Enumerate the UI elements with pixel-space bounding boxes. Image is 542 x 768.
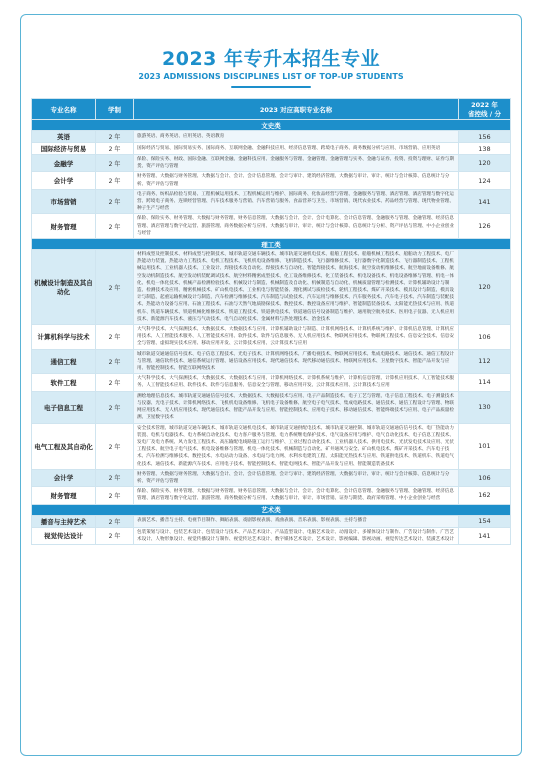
major-name-cell: 金融学: [32, 155, 96, 172]
header-score-line2: 省控线 / 分: [468, 110, 501, 118]
table-row: [32, 374, 511, 391]
score-cell: 138: [459, 143, 511, 155]
source-majors-cell: 表演艺术、播音与主持、电视节目制作、舞蹈表演、戏剧影视表演、戏曲表演、音乐表演、影视表演、主持与播音: [134, 515, 459, 527]
score-cell: 120: [459, 250, 511, 325]
duration-cell: 2 年: [96, 374, 134, 391]
duration-cell: 2 年: [96, 143, 134, 155]
score-cell: 154: [459, 515, 511, 527]
source-majors-cell: 电子商务、纺织品检验与贸易、工程机械运用技术、工程机械运用与维护、国际商务、化妆品经营与管理、金融服务与管理、酒店管理、酒店管理与数字化运营、跨境电子商务、连锁经营管理、汽车技术服务与营销、汽车营销与服务、食品营养与卫生、市场营销、现代农业技术、药品经营与管理、现代物业管理、种子生产与经营: [134, 189, 459, 214]
duration-cell: 2 年: [96, 515, 134, 527]
table-row: [32, 515, 511, 527]
major-name-cell: 软件工程: [32, 374, 96, 391]
table-row: [32, 131, 511, 143]
score-cell: 124: [459, 172, 511, 189]
source-majors-cell: 旅游英语、商务英语、应用英语、英语教育: [134, 131, 459, 143]
score-cell: 106: [459, 469, 511, 486]
duration-cell: 2 年: [96, 349, 134, 374]
source-majors-cell: 财务管理、大数据与财务管理、大数据与会计、会计、会计信息管理、会计与审计、建筑经济管理、大数据与审计、审计、统计与会计核算、信息统计与分析、资产评估与管理: [134, 469, 459, 486]
score-cell: 101: [459, 423, 511, 469]
source-majors-cell: 城市轨道交通通信信号技术、电子信息工程技术、光电子技术、计算机网络技术、广播电视技术、物联网应用技术、集成电路技术、通信技术、通信工程设计与管理、通信软件技术、通信系统运行管理、通信设备应用技术、现代通信技术、现代移动通信技术、物联网应用技术、卫星数字技术、智能产品开发与应用、智能控制技术、智能互联网络技术: [134, 349, 459, 374]
source-majors-cell: 测绘地理信息技术、城市轨道交通通信信号技术、大数据技术、大数据技术与应用、电子产品制造技术、电子工艺与管理、电子信息工程技术、电子测量技术与仪器、光电子技术、计算机网络技术、飞机机电设备维修、飞机电子设备维修、航空电子电气技术、集成电路技术、通信技术、通信工程设计与管理、物联网应用技术、无人机应用技术、现代通信技术、智能产品开发与应用、智能控制技术、应用电子技术、移动通信技术、智能终端技术与应用、电子产品质量检测、卫星数字技术: [134, 391, 459, 423]
table-row: [32, 172, 511, 189]
source-majors-cell: 国际经济与贸易、国际贸易实务、国际商务、互联网金融、金融科技应用、经济信息管理、跨境电子商务、商务数据分析与应用、市场营销、应用英语: [134, 143, 459, 155]
table-row: [32, 155, 511, 172]
major-name-cell: 国际经济与贸易: [32, 143, 96, 155]
source-majors-cell: 材料成型及控制技术、材料成型与控制技术、城市轨道交通车辆技术、城市轨道交通机电技术、船舶工程技术、船舶机械工程技术、船舶动力工程技术、电厂热能动力装置、热能动力工程技术、电机工程技术、飞机机电设备维修、飞机制造技术、飞行器维修技术、飞行器数字化制造技术、飞行器制造技术、工程机械运用技术、工业机器人技术、工业设计、焊接技术及自动化、焊接技术与自动化、智能焊接技术、航海技术、航空发动机维修技术、航空地面设备维修、航空发动机制造技术、航空发动机装配调试技术、航空材料精密成型技术、化工设备维修技术、化工装备技术、机电设备技术、机电设备维修与管理、机电一体化、机电一体化技术、机械产品检测检验技术、机械设计与制造、机械制造及自动化、机械制造与自动化、机械质量管理与检测技术、计算机辅助设计与制造、检测技术及应用、精密机械技术、矿山机电技术、工业机电与智能装备、理化测试与质检技术、轮机工程技术、煤矿开采技术、模具设计与制造、模具设计与制造、起重运输机械设计与制造、汽车检测与维修技术、汽车制造与试验技术、汽车运用与维修技术、汽车服务技术、汽车电子技术、汽车制造与装配技术、热能动力设备与应用、石油工程技术、石油与天然气地质勘探技术、数控技术、数控设备应用与维护、智能制造装备技术、太阳能光热技术与应用、铁道机车、铁道车辆技术、铁道机械化维修技术、铁道工程技术、铁道供电技术、铁道通信信号设备制造与维护、通用航空航务技术、医用电子仪器、无人机应用技术、新能源汽车技术、液压与气动技术、电气自动化技术、金属材料与热处理技术、冶金技术: [134, 250, 459, 325]
table-row: [32, 250, 511, 325]
duration-cell: 2 年: [96, 391, 134, 423]
score-cell: 141: [459, 189, 511, 214]
section-title: 理工类: [32, 239, 511, 250]
score-cell: 162: [459, 487, 511, 504]
duration-cell: 2 年: [96, 487, 134, 504]
score-cell: 112: [459, 349, 511, 374]
score-cell: 126: [459, 214, 511, 239]
table-body: [32, 120, 511, 545]
source-majors-cell: 保险、保险实务、财务管理、大数据与财务管理、财务信息管理、大数据与会计、会计、会计电算化、会计信息管理、金融服务与管理、金融管理、经济信息管理、酒店管理与数字化运营、旅游管理、商务数据分析与应用、大数据与审计、审计、统计与会计核算、信息统计与分析、资产评估与管理、中小企业创业与经营: [134, 214, 459, 239]
major-name-cell: 市场营销: [32, 189, 96, 214]
section-title: 艺术类: [32, 504, 511, 515]
table-row: [32, 325, 511, 350]
duration-cell: 2 年: [96, 325, 134, 350]
source-majors-cell: 财务管理、大数据与财务管理、大数据与会计、会计、会计信息管理、会计与审计、建筑经济管理、大数据与审计、审计、统计与会计核算、信息统计与分析、资产评估与管理: [134, 172, 459, 189]
score-cell: 114: [459, 374, 511, 391]
section-header-row: [32, 239, 511, 250]
source-majors-cell: 安全技术管理、城市轨道交通车辆技术、城市轨道交通机电技术、城市轨道交通供配电技术、城市轨道交通控制、城市轨道交通通信信号技术、电厂热能动力装置、电机与电器技术、电力系统自动化技术、电力客户服务与管理、电力系统继电保护技术、电气设备应用与维护、电气自动化技术、电子信息工程技术、发电厂及电力系统、风力发电工程技术、高压输配电线路施工运行与维护、工业过程自动化技术、工业机器人技术、供用电技术、光伏发电技术及应用、光伏工程技术、航空电子电气技术、机电设备维修与管理、机电一体化技术、机械制造与自动化、矿井通风与安全、矿山机电技术、煤矿开采技术、汽车电子技术、汽车检测与维修技术、数控技术、水电站动力设备、水电站与电力网、水利水电建筑工程、太阳能光热技术与应用、铁道供电技术、铁道机车、铁道电气化技术、通信技术、新能源汽车技术、应用电子技术、智能控制技术、智能电网技术、智能产品开发与应用、智能制造装备技术: [134, 423, 459, 469]
header-source-majors: 2023 对应高职专业名称: [134, 99, 459, 120]
admissions-table: [31, 98, 511, 545]
duration-cell: 2 年: [96, 250, 134, 325]
page-title: 2023 年专升本招生专业: [162, 48, 380, 70]
duration-cell: 2 年: [96, 189, 134, 214]
admissions-table-wrapper: [31, 98, 510, 545]
major-name-cell: 播音与主持艺术: [32, 515, 96, 527]
score-cell: 156: [459, 131, 511, 143]
major-name-cell: 会计学: [32, 172, 96, 189]
section-header-row: [32, 120, 511, 131]
header-years: 学制: [96, 99, 134, 120]
table-row: [32, 527, 511, 544]
table-row: [32, 189, 511, 214]
source-majors-cell: 大气科学技术、大气探测技术、大数据技术、大数据技术与应用、计算机辅助设计与制造、计算机网络技术、计算机系统与维护、计算机信息管理、计算机应用技术、人工智能技术服务、人工智能技术应用、软件技术、软件与信息服务、无人机应用技术、物联网应用技术、物联网工程技术、信息安全技术、信息安全与管理、虚拟现实技术应用、移动应用开发、云计算技术应用、云计算技术与应用: [134, 325, 459, 350]
score-cell: 130: [459, 391, 511, 423]
source-majors-cell: 大气科学技术、大气探测技术、大数据技术、大数据技术与应用、计算机网络技术、计算机系统与维护、计算机信息管理、计算机应用技术、人工智能技术服务、人工智能技术应用、软件技术、软件与信息服务、信息安全与管理、移动应用开发、云计算技术应用、云计算技术与应用: [134, 374, 459, 391]
score-cell: 120: [459, 155, 511, 172]
duration-cell: 2 年: [96, 155, 134, 172]
major-name-cell: 财务管理: [32, 214, 96, 239]
table-header-row: [32, 99, 511, 120]
major-name-cell: 财务管理: [32, 487, 96, 504]
table-row: [32, 423, 511, 469]
source-majors-cell: 保险、保险实务、财政、国际金融、互联网金融、金融科技应用、金融服务与管理、金融管理、金融管理与实务、金融与证券、投资、投资与理财、证券与期货、资产评估与管理: [134, 155, 459, 172]
header-major: 专业名称: [32, 99, 96, 120]
major-name-cell: 通信工程: [32, 349, 96, 374]
major-name-cell: 机械设计制造及其自动化: [32, 250, 96, 325]
source-majors-cell: 保险、保险实务、财务管理、大数据与财务管理、财务信息管理、大数据与会计、会计、会计电算化、会计信息管理、金融服务与管理、金融管理、经济信息管理、酒店管理与数字化运营、旅游管理、商务数据分析与应用、大数据与审计、审计、市场营销、证券与期货、政府采购管理、中小企业创业与经营: [134, 487, 459, 504]
table-row: [32, 214, 511, 239]
header-score-line1: 2022 年: [471, 101, 498, 109]
score-cell: 106: [459, 325, 511, 350]
duration-cell: 2 年: [96, 469, 134, 486]
table-row: [32, 487, 511, 504]
duration-cell: 2 年: [96, 172, 134, 189]
table-row: [32, 469, 511, 486]
major-name-cell: 会计学: [32, 469, 96, 486]
major-name-cell: 计算机科学与技术: [32, 325, 96, 350]
duration-cell: 2 年: [96, 423, 134, 469]
table-row: [32, 391, 511, 423]
score-cell: 141: [459, 527, 511, 544]
major-name-cell: 视觉传达设计: [32, 527, 96, 544]
major-name-cell: 英语: [32, 131, 96, 143]
source-majors-cell: 包装策划与设计、包装艺术设计、包装设计与技术、产品艺术设计、产品造型设计、电脑艺术设计、动漫设计、多媒体设计与制作、广告设计与制作、广告艺术设计、人物形象设计、视觉传播设计与制作、视觉传达艺术设计、数字媒体艺术设计、艺术设计、影视编辑、影视动画、视觉传达艺术设计、装潢艺术设计: [134, 527, 459, 544]
table-row: [32, 349, 511, 374]
section-header-row: [32, 504, 511, 515]
page-subtitle: 2023 ADMISSIONS DISCIPLINES LIST OF TOP-UP STUDENTS: [138, 72, 404, 81]
duration-cell: 2 年: [96, 214, 134, 239]
table-row: [32, 143, 511, 155]
header-score: [459, 99, 511, 120]
duration-cell: 2 年: [96, 131, 134, 143]
title-underline: [231, 86, 311, 88]
major-name-cell: 电子信息工程: [32, 391, 96, 423]
duration-cell: 2 年: [96, 527, 134, 544]
major-name-cell: 电气工程及其自动化: [32, 423, 96, 469]
section-title: 文史类: [32, 120, 511, 131]
